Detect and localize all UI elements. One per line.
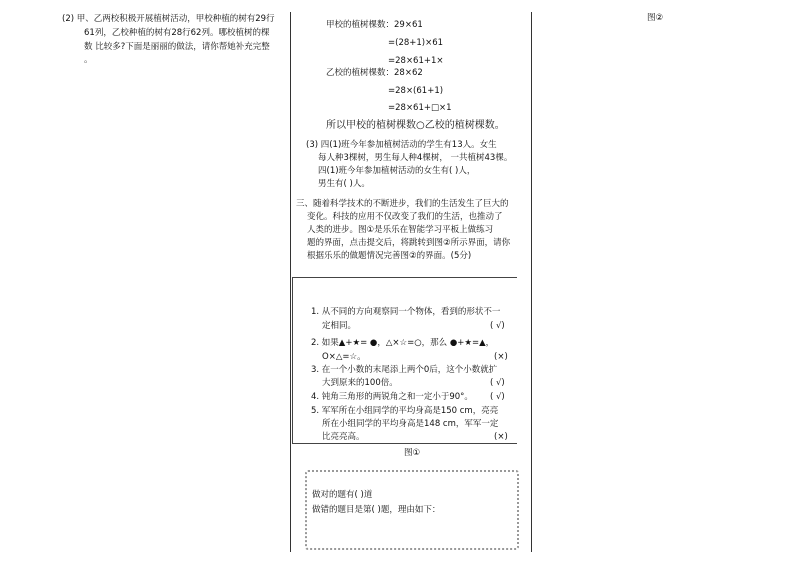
section3-line-1: 三、随着科学技术的不断进步，我们的生活发生了巨大的 [296, 199, 509, 209]
figure-1-caption: 图① [404, 448, 421, 458]
item-3-line-2: 大到原来的100倍。 [322, 378, 398, 388]
correct-count-line: 做对的题有( )道 [312, 490, 373, 500]
q2-line-2: 61列，乙校种植的树有28行62列。哪校植树的棵 [84, 28, 270, 38]
q2-line-1: (2) 甲、乙两校积极开展植树活动，甲校种植的树有29行 [62, 14, 275, 24]
column-divider-2 [531, 12, 532, 552]
item-2-line-2: O×△=☆。 [322, 352, 366, 362]
item-1-line-1: 1. 从不同的方向观察同一个物体，看到的形状不一 [311, 307, 501, 317]
item-2-mark: (×) [494, 352, 508, 362]
item-1-line-2: 定相同。 [322, 321, 357, 331]
item-5-line-2: 所在小组同学的平均身高是148 cm，军军一定 [322, 419, 499, 429]
school-a-step-2: =28×61+1× [388, 56, 444, 66]
q3-line-1: (3) 四(1)班今年参加植树活动的学生有13人。女生 [306, 140, 497, 150]
school-b-step-1: =28×(61+1) [388, 86, 444, 96]
school-b-step-2: =28×61+□×1 [388, 103, 452, 113]
q3-line-4: 男生有( )人。 [318, 179, 370, 189]
item-1-mark: ( √) [490, 321, 505, 331]
q3-line-3: 四(1)班今年参加植树活动的女生有( )人， [318, 166, 476, 176]
item-3-line-1: 3. 在一个小数的末尾添上两个0后，这个小数就扩 [311, 365, 498, 375]
column-divider-1 [290, 12, 291, 552]
item-4-mark: ( √) [490, 392, 505, 402]
section3-line-3: 人类的进步。图①是乐乐在智能学习平板上做练习 [307, 225, 494, 235]
school-a-step-1: =(28+1)×61 [388, 38, 444, 48]
item-3-mark: ( √) [490, 378, 505, 388]
q3-line-2: 每人种3棵树，男生每人种4棵树， 一共植树43棵。 [318, 153, 513, 163]
figure-2-caption: 图② [647, 13, 664, 23]
school-b-title: 乙校的植树棵数：28×62 [326, 68, 423, 78]
conclusion: 所以甲校的植树棵数○乙校的植树棵数。 [326, 120, 505, 131]
item-5-line-3: 比亮亮高。 [322, 432, 365, 442]
item-4-line-1: 4. 钝角三角形的两锐角之和一定小于90°。 [311, 392, 473, 402]
wrong-items-line: 做错的题目是第( )题，理由如下： [312, 505, 441, 515]
q2-line-4: 。 [84, 55, 93, 65]
item-5-line-1: 5. 军军所在小组同学的平均身高是150 cm，亮亮 [311, 406, 499, 416]
section3-line-5: 根据乐乐的做题情况完善图②的界面。(5分) [307, 251, 472, 261]
item-2-line-1: 2. 如果▲+★= ●，△×☆=○，那么 ●+★=▲， [311, 338, 495, 348]
section3-line-4: 题的界面，点击提交后，将跳转到图②所示界面，请你 [307, 238, 511, 248]
item-5-mark: (×) [494, 432, 508, 442]
school-a-title: 甲校的植树棵数：29×61 [326, 20, 423, 30]
q2-line-3: 数 比较多?下面是丽丽的做法，请你帮她补充完整 [84, 42, 270, 52]
section3-line-2: 变化。科技的应用不仅改变了我们的生活，也推动了 [307, 212, 503, 222]
